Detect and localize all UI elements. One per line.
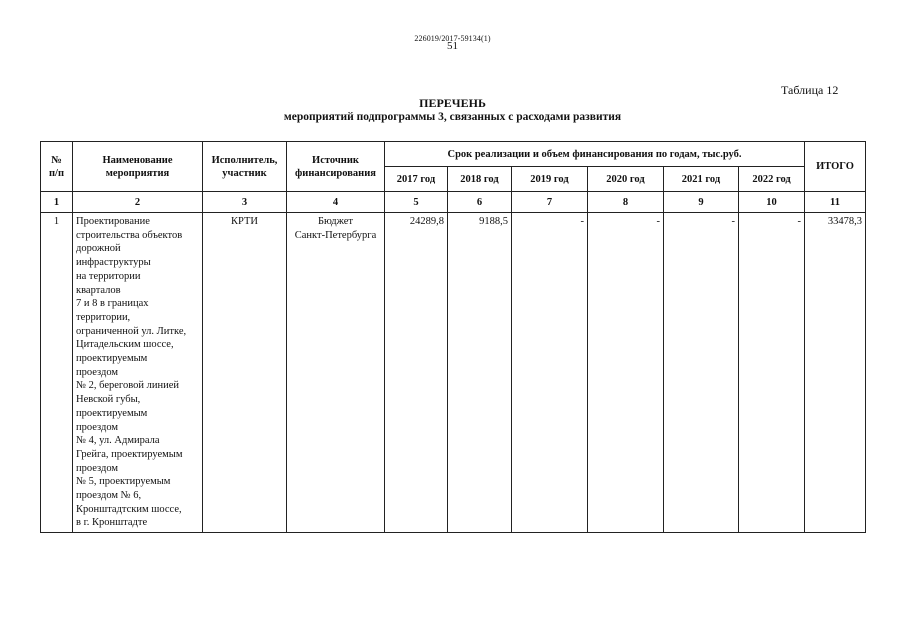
measures-table (40, 141, 866, 533)
col-header-year: 2019 год (512, 167, 588, 192)
value-2018: 9188,5 (448, 213, 512, 533)
col-header-year: 2022 год (739, 167, 805, 192)
col-header-year: 2021 год (664, 167, 739, 192)
value-2019: - (512, 213, 588, 533)
column-number: 10 (739, 192, 805, 213)
column-number: 7 (512, 192, 588, 213)
value-total: 33478,3 (805, 213, 866, 533)
column-number: 9 (664, 192, 739, 213)
table-row (41, 213, 866, 533)
column-number: 3 (203, 192, 287, 213)
value-2017: 24289,8 (385, 213, 448, 533)
funding-source: Бюджет Санкт-Петербурга (287, 213, 385, 533)
column-number-row (41, 192, 866, 213)
header-row (41, 142, 866, 167)
document-title: ПЕРЕЧЕНЬ (419, 96, 486, 110)
table-label: Таблица 12 (781, 83, 839, 97)
col-header-executor: Исполнитель, участник (203, 142, 287, 192)
column-number: 1 (41, 192, 73, 213)
document-id: 226019/2017-59134(1) (414, 34, 491, 43)
col-header-year: 2017 год (385, 167, 448, 192)
executor: КРТИ (203, 213, 287, 533)
column-number: 11 (805, 192, 866, 213)
col-header-source: Источник финансирования (287, 142, 385, 192)
document-subtitle: мероприятий подпрограммы 3, связанных с расходами развития (283, 111, 622, 123)
value-2021: - (664, 213, 739, 533)
col-header-total: ИТОГО (805, 142, 866, 192)
page-number: 51 (447, 40, 458, 52)
col-header-year: 2018 год (448, 167, 512, 192)
value-2020: - (588, 213, 664, 533)
column-number: 6 (448, 192, 512, 213)
column-number: 4 (287, 192, 385, 213)
row-num: 1 (41, 213, 73, 533)
col-header-year: 2020 год (588, 167, 664, 192)
col-header-period: Срок реализации и объем финансирования по годам, тыс.руб. (385, 142, 805, 167)
value-2022: - (739, 213, 805, 533)
column-number: 5 (385, 192, 448, 213)
measure-name: Проектирование строительства объектов дорожной инфраструктуры на территории кварталов 7 и 8 в границах территории, ограниченной ул. Литке, Цитадельским шоссе, проектируемым проездом № 2, береговой линией Невской губы, проектируемым проездом № 4, ул. Адмирала Грейга, проектируемым проездом № 5, проектируемым проездом № 6, Кронштадтским шоссе, в г. Кронштадте (73, 213, 203, 533)
column-number: 2 (73, 192, 203, 213)
column-number: 8 (588, 192, 664, 213)
col-header-name: Наименование мероприятия (73, 142, 203, 192)
col-header-num: № п/п (41, 142, 73, 192)
